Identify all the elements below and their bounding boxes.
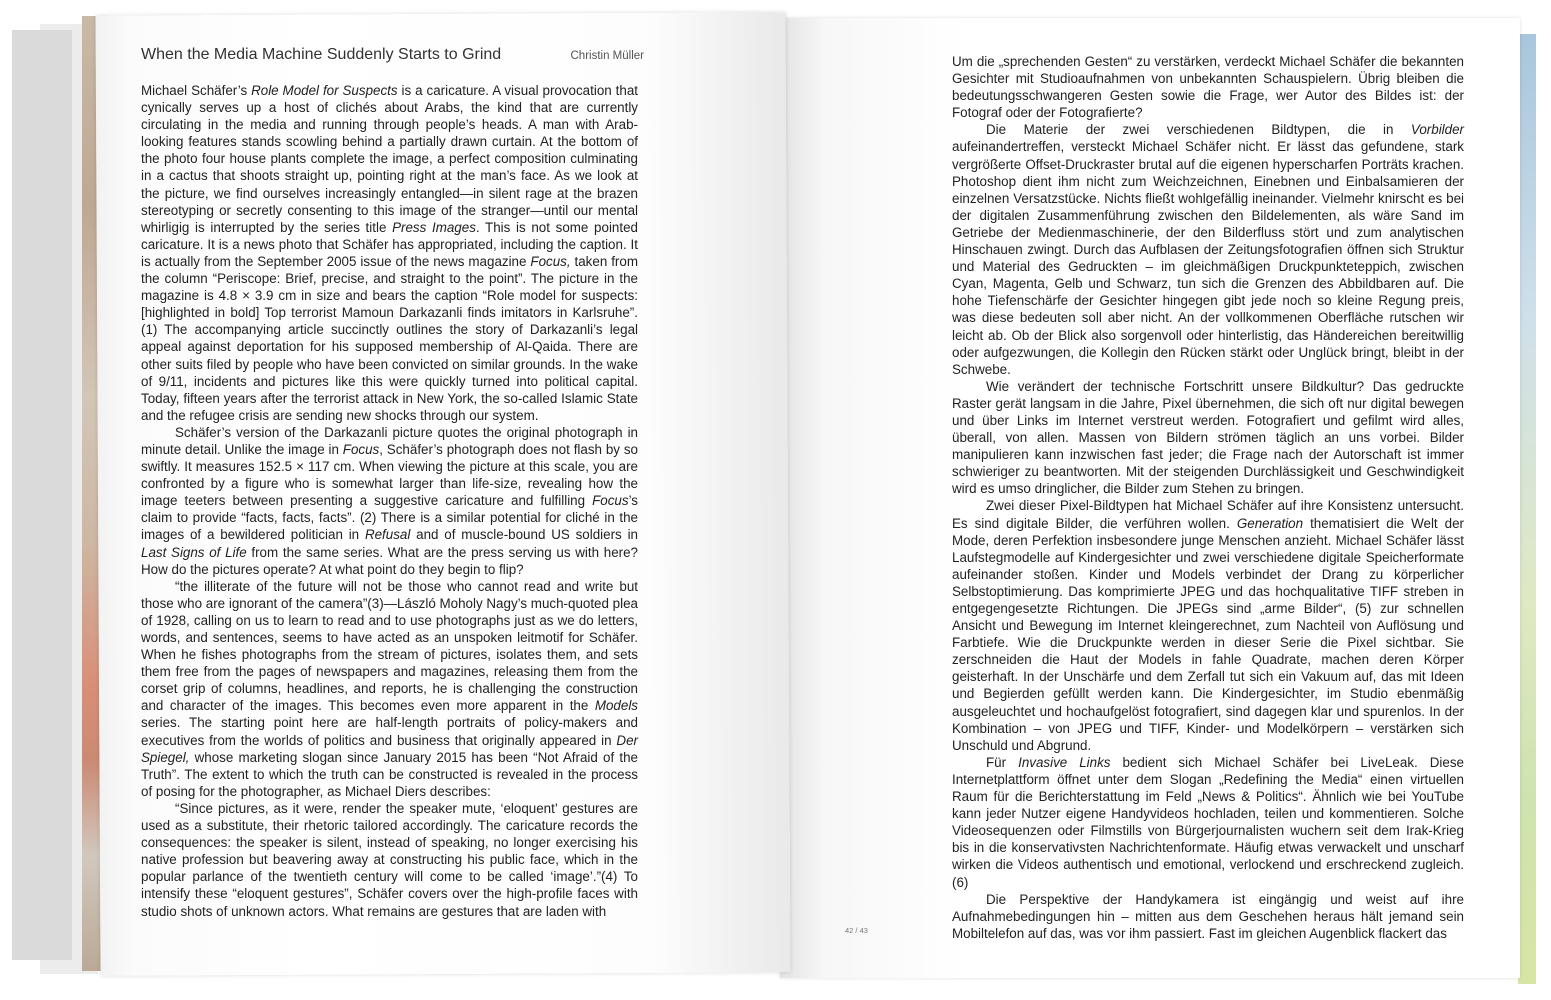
paragraph-2: Schäfer’s version of the Darkazanli picture quotes the original photograph in minute detail. Unlike the image in Focus, Schäfer’s photograph does not flash by so swiftly. It measures 152.5 × 117 cm. When viewing the picture at this scale, you are confronted by a figure who is somewhat larger than life-size, revealing how the image teeters between presenting a suggestive caricature and fulfilling Focus’s claim to provide “facts, facts, facts”. (2) There is a similar potential for cliché in the images of a bewildered politician in Refusal and of muscle-bound US soldiers in Last Signs of Life from the same series. What are the press serving us with here? How do the pictures operate? At what point do they begin to flip? — [141, 424, 638, 577]
author-name: Christin Müller — [570, 50, 644, 62]
paragraph-1: Michael Schäfer’s Role Model for Suspects is a caricature. A visual provocation that cynically serves up a host of clichés about Arabs, the kind that are currently circulating in the media and running through people’s heads. A man with Arab-looking features stands scowling behind a partially drawn curtain. At the bottom of the photo four house plants complete the image, a perfect composition culminating in a cactus that shoots straight up, pointing right at the man’s face. As we look at the picture, we find ourselves increasingly entangled—in silent rage at the brazen stereotyping or secretly consenting to this image of the stranger—until our mental whirligig is interrupted by the series title Press Images. This is not some pointed caricature. It is a news photo that Schäfer has appropriated, including the caption. It is actually from the September 2005 issue of the news magazine Focus, taken from the column “Periscope: Brief, precise, and straight to the point”. The picture in the magazine is 4.8 × 3.9 cm in size and bears the caption “Role model for suspects: [highlighted in bold] Top terrorist Mamoun Darkazanli finds imitators in Karlsruhe”. (1) The accompanying article succinctly outlines the story of Darkazanli’s legal appeal against deportation for his supposed membership of Al-Qaida. There are other suits filed by people who have been convicted on similar grounds. In the wake of 9/11, incidents and pictures like this were quickly turned into political capital. Today, fifteen years after the terrorist attack in New York, the so-called Islamic State and the refugee crisis are sending new shocks through our system. — [141, 83, 638, 423]
paragraph-r4: Zwei dieser Pixel-Bildtypen hat Michael Schäfer auf ihre Konsistenz untersucht. Es sind digitale Bilder, die verführen wollen. Generation thematisiert die Welt der Mode, deren Perfektion insbesondere junge Menschen anzieht. Michael Schäfer lässt Laufstegmodelle auf Kindergesichter und zwei verschiedene digitale Speicherformate aufeinander stoßen. Kinder und Models verbindet der Drang zu körperlicher Selbstoptimierung. Das komprimierte JPEG und das hochqualitative TIFF streben in entgegengesetzte Richtungen. Die JPEGs sind „arme Bilder“, (5) zur schnellen Ansicht und Bewegung im Internet kleingerechnet, zum Nachteil von Auflösung und Farbtiefe. Wie die Druckpunkte werden in dieser Serie die Pixel sichtbar. Sie zerschneiden die Haut der Models in fahle Quadrate, machen deren Körper geisterhaft. In der Unschärfe und dem Zerfall tut sich ein Vakuum auf, das mit Ideen und Begierden gefüllt werden kann. Die Kindergesichter, im Studio ebenmäßig ausgeleuchtet und hochaufgelöst fotografiert, sind dagegen klar und spurenlos. In der Kombination – von JPEG und TIFF, Kinder- und Modelkörpern – verstärken sich Unschuld und Abgrund. — [952, 498, 1464, 753]
paragraph-r6: Die Perspektive der Handykamera ist eingängig und weist auf ihre Aufnahmebedingungen hin – mitten aus dem Geschehen heraus hält jemand sein Mobiltelefon auf das, was vor ihm passiert. Fast im gleichen Augenblick flackert das — [952, 891, 1464, 941]
left-column — [141, 82, 638, 920]
right-column — [952, 53, 1464, 942]
paragraph-4: “Since pictures, as it were, render the speaker mute, ‘eloquent’ gestures are used as a substitute, their rhetoric tailored accordingly. The caricature records the consequences: the speaker is silent, instead of speaking, no longer exercising his native profession but beavering away at constructing his public face, which in the popular parlance of the twentieth century will come to be called ‘image’.”(4) To intensify these “eloquent gestures”, Schäfer covers over the high-profile faces with studio shots of unknown actors. What remains are gestures that are laden with — [141, 800, 638, 919]
paragraph-r5: Für Invasive Links bedient sich Michael Schäfer bei LiveLeak. Diese Internetplattform öffnet unter dem Slogan „Redefining the Media“ einen virtuellen Raum für die Berichterstattung im Feld „News & Politics“. Ähnlich wie bei YouTube kann jeder Nutzer eigene Handyvideos hochladen, teilen und kommentieren. Solche Videosequenzen oder Filmstills von Bürgerjournalisten wuchern seit dem Irak-Krieg bis in die konservativsten Nachrichtenformate. Häufig etwas verwackelt und unscharf wirken die Videos authentisch und emotional, verlockend und erschreckend zugleich. (6) — [952, 754, 1464, 890]
chapter-title: When the Media Machine Suddenly Starts to Grind — [141, 46, 502, 63]
paragraph-r3: Wie verändert der technische Fortschritt unsere Bildkultur? Das gedruckte Raster gerät langsam in die Jahre, Pixel übernehmen, die sich oft nur digital bewegen und über Links im Internet verstreut werden. Fotografiert und gefilmt wird alles, überall, von allen. Massen von Bildern strömen täglich an uns vorbei. Bilder manipulieren kann inzwischen fast jeder; die Frage nach der Autorschaft ist immer schwieriger zu beantworten. Mit der steigenden Durchlässigkeit und Geschwindigkeit wird es umso dringlicher, die Bilder zum Stehen zu bringen. — [952, 378, 1464, 497]
running-head — [141, 46, 644, 64]
paragraph-r1: Um die „sprechenden Gesten“ zu verstärken, verdeckt Michael Schäfer die bekannten Gesichter mit Studioaufnahmen von unbekannten Schauspielern. Übrig bleiben die bedeutungsschwangeren Gesten sowie die Frage, wer Autor des Bildes ist: der Fotograf oder der Fotografierte? — [952, 54, 1464, 121]
photo-strip-right — [1518, 34, 1536, 984]
book-edge-far-left — [12, 30, 72, 960]
paragraph-3: “the illiterate of the future will not be those who cannot read and write but those who are ignorant of the camera”(3)—László Moholy Nagy’s much-quoted plea of 1928, calling on us to learn to read and to use photographs just as we do letters, words, and sentences, seems to have acted as an unspoken leitmotif for Schäfer. When he fishes photographs from the stream of pictures, isolates them, and sets them free from the pages of newspapers and magazines, releasing them from the corset grip of columns, headlines, and reports, he is challenging the construction and character of the images. This becomes even more apparent in the Models series. The starting point here are half-length portraits of policy-makers and executives from the worlds of politics and business that originally appeared in Der Spiegel, whose marketing slogan since January 2015 has been “Not Afraid of the Truth”. The extent to which the truth can be constructed is revealed in the process of posing for the photographer, as Michael Diers describes: — [141, 578, 638, 799]
page-numbers: 42 / 43 — [845, 926, 868, 935]
paragraph-r2: Die Materie der zwei verschiedenen Bildtypen, die in Vorbilder aufeinandertreffen, versteckt Michael Schäfer nicht. Er lässt das gefundene, stark vergrößerte Offset-Druckraster brutal auf die eigenen hyperscharfen Porträts krachen. Photoshop dient ihm nicht zum Weichzeichnen, Einebnen und Einbalsamieren der einzelnen Versatzstücke. Nichts fließt wohlgefällig ineinander. Vielmehr knirscht es bei der digitalen Zusammenführung zwischen den Bildelementen, als wäre Sand im Getriebe der Medienmaschinerie, der den Bilderfluss stört und zum analytischen Hinschauen zwingt. Durch das Aufblasen der Zeitungsfotografien öffnen sich Struktur und Material des Gedruckten – im gleichmäßigen Druckpunkteteppich, zwischen Cyan, Magenta, Gelb und Schwarz, tun sich die Grenzen des Abbildbaren auf. Die hohe Tiefenschärfe der Gesichter hingegen gibt jede noch so kleine Regung preis, was diese bedeuten soll aber nicht. An der vollkommenen Oberfläche rutschen wir leicht ab. Ob der Blick also sorgenvoll oder hinterlistig, das Händereichen bereitwillig oder aufgezwungen, die Kollegin den Rücken stärkt oder Unglück bringt, bleibt in der Schwebe. — [952, 122, 1464, 377]
